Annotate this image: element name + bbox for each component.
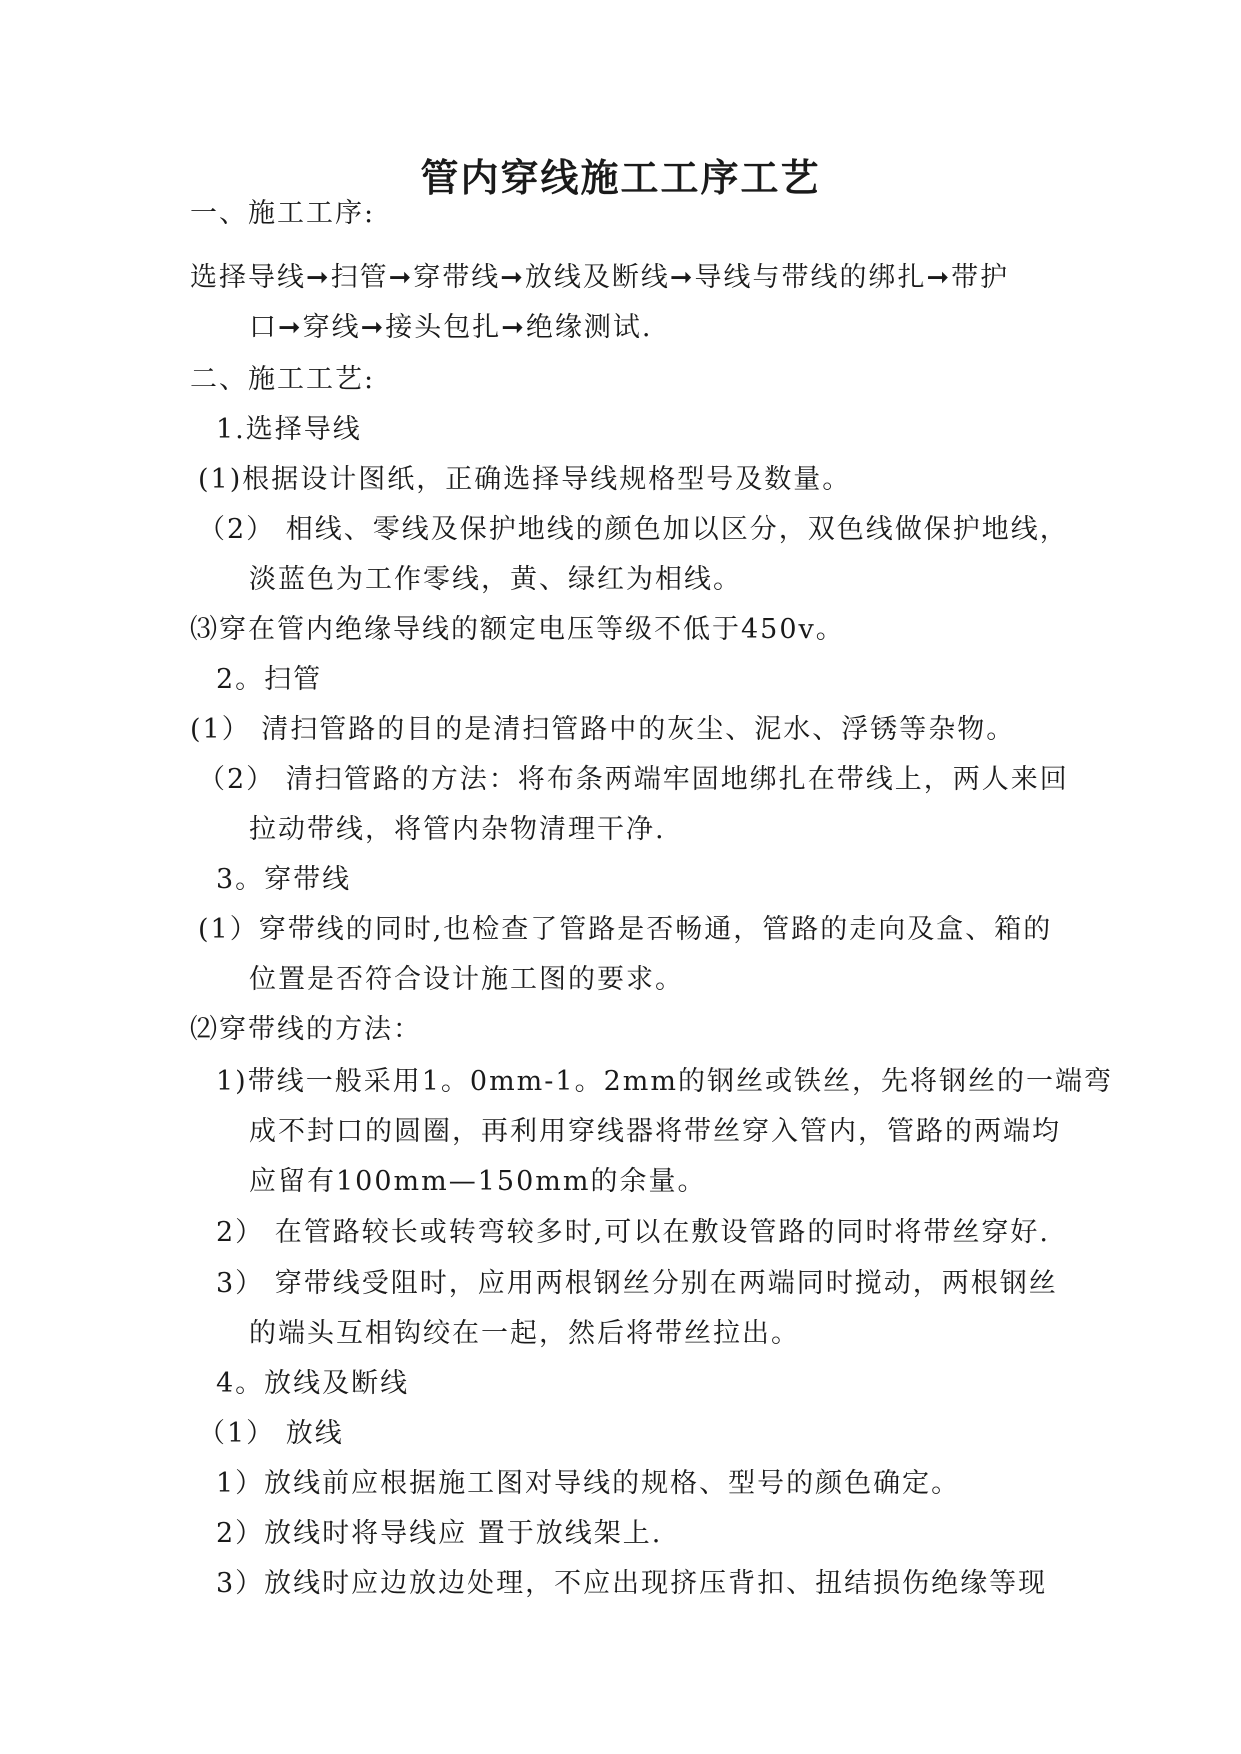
section-heading-craft: 二、施工工艺: (190, 364, 376, 395)
process-flow-line-2: 口➞穿线➞接头包扎➞绝缘测试. (249, 312, 653, 343)
paragraph-line: 淡蓝色为工作零线，黄、绿红为相线。 (249, 564, 742, 595)
paragraph-line: 3）放线时应边放边处理，不应出现挤压背扣、扭结损伤绝缘等现 (216, 1568, 1048, 1599)
paragraph-line: 2） 在管路较长或转弯较多时,可以在敷设管路的同时将带丝穿好. (216, 1217, 1050, 1248)
paragraph-line: (1） 清扫管路的目的是清扫管路中的灰尘、泥水、浮锈等杂物。 (190, 714, 1016, 745)
paragraph-line: 2）放线时将导线应 置于放线架上. (216, 1518, 663, 1549)
paragraph-line: (1)根据设计图纸，正确选择导线规格型号及数量。 (198, 464, 852, 495)
paragraph-line: 应留有100mm—150mm的余量。 (249, 1166, 707, 1197)
subheading-lead-wire: 3。穿带线 (216, 864, 352, 895)
process-flow-line-1: 选择导线➞扫管➞穿带线➞放线及断线➞导线与带线的绑扎➞带护 (190, 262, 1010, 293)
subheading-pay-out-and-cut: 4。放线及断线 (216, 1368, 410, 1399)
paragraph-line: 拉动带线，将管内杂物清理干净. (249, 814, 666, 845)
subheading-select-wire: 1.选择导线 (216, 414, 362, 445)
paragraph-line: 位置是否符合设计施工图的要求。 (249, 964, 684, 995)
paragraph-line: （2） 相线、零线及保护地线的颜色加以区分，双色线做保护地线， (198, 514, 1069, 545)
document-title: 管内穿线施工工序工艺 (420, 155, 821, 200)
paragraph-line: (1）穿带线的同时,也检查了管路是否畅通，管路的走向及盒、箱的 (198, 914, 1053, 945)
paragraph-line: 1）放线前应根据施工图对导线的规格、型号的颜色确定。 (216, 1468, 961, 1499)
paragraph-line: （2） 清扫管路的方法：将布条两端牢固地绑扎在带线上，两人来回 (198, 764, 1069, 795)
paragraph-line: 成不封口的圆圈，再利用穿线器将带丝穿入管内，管路的两端均 (249, 1116, 1061, 1147)
subheading-sweep-pipe: 2。扫管 (216, 664, 323, 695)
paragraph-line: 3） 穿带线受阻时，应用两根钢丝分别在两端同时搅动，两根钢丝 (216, 1268, 1058, 1299)
paragraph-line: 1)带线一般采用1。0mm-1。2mm的钢丝或铁丝，先将钢丝的一端弯 (216, 1066, 1113, 1097)
paragraph-line: ⑶穿在管内绝缘导线的额定电压等级不低于450v。 (190, 614, 845, 645)
paragraph-line: ⑵穿带线的方法： (190, 1014, 422, 1045)
section-heading-process: 一、施工工序: (190, 198, 376, 229)
paragraph-line: （1） 放线 (198, 1418, 344, 1449)
paragraph-line: 的端头互相钩绞在一起，然后将带丝拉出。 (249, 1318, 800, 1349)
